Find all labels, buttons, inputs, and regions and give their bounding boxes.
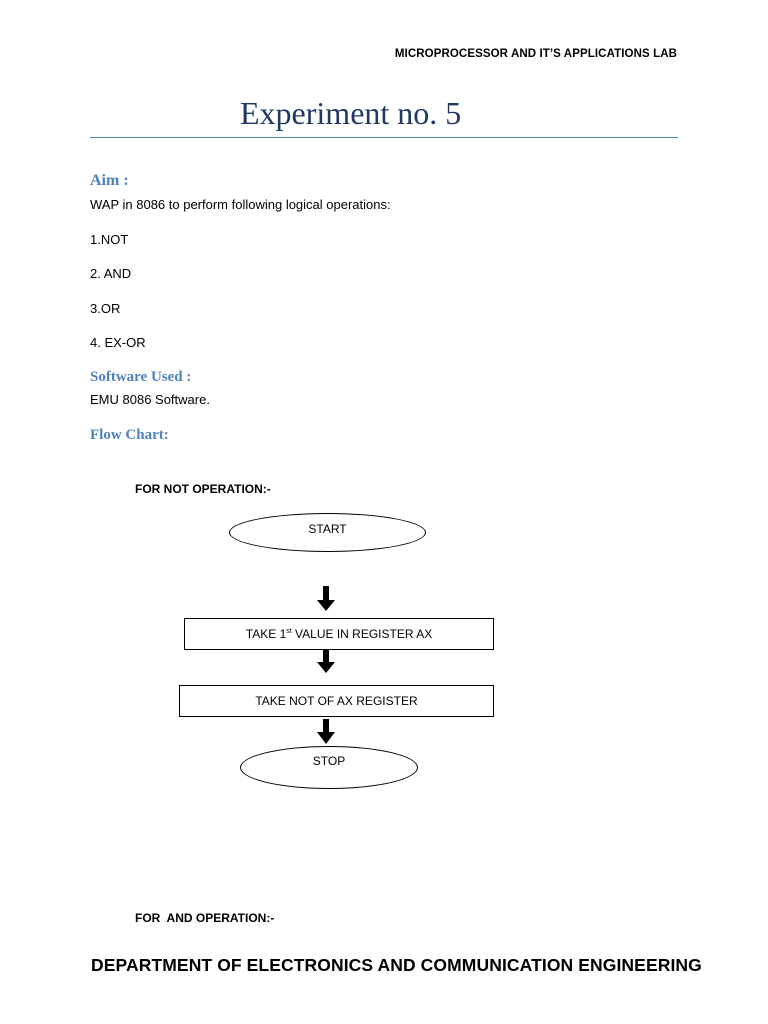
aim-heading: Aim : <box>90 172 129 189</box>
lab-header: MICROPROCESSOR AND IT’S APPLICATIONS LAB <box>394 48 677 60</box>
department-footer: DEPARTMENT OF ELECTRONICS AND COMMUNICATION ENGINEERING <box>91 955 702 975</box>
flow-arrow-3 <box>316 719 336 745</box>
aim-item-not: 1.NOT <box>90 232 129 247</box>
title-divider <box>90 137 678 138</box>
flow-start-label: START <box>308 522 347 536</box>
flow-step-take-value <box>184 618 494 650</box>
flow-arrow-1 <box>316 586 336 612</box>
flow-arrow-2 <box>316 650 336 674</box>
flow-stop-node <box>240 746 418 789</box>
flow-step-take-value-label: TAKE 1st VALUE IN REGISTER AX <box>245 627 433 641</box>
software-heading: Software Used : <box>90 369 192 385</box>
page-title: Experiment no. 5 <box>240 95 462 131</box>
aim-item-exor: 4. EX-OR <box>90 335 146 350</box>
and-operation-label: FOR AND OPERATION:- <box>135 911 275 925</box>
flow-step-not-ax <box>179 685 494 717</box>
flow-step-not-ax-label: TAKE NOT OF AX REGISTER <box>255 694 418 708</box>
software-text: EMU 8086 Software. <box>90 392 210 407</box>
flow-chart-heading: Flow Chart: <box>90 427 169 443</box>
aim-item-or: 3.OR <box>90 301 121 316</box>
flow-start-node <box>229 513 426 552</box>
aim-item-and: 2. AND <box>90 266 132 281</box>
flow-stop-label: STOP <box>312 754 346 768</box>
aim-text: WAP in 8086 to perform following logical operations: <box>90 197 391 212</box>
not-operation-label: FOR NOT OPERATION:- <box>135 482 271 496</box>
